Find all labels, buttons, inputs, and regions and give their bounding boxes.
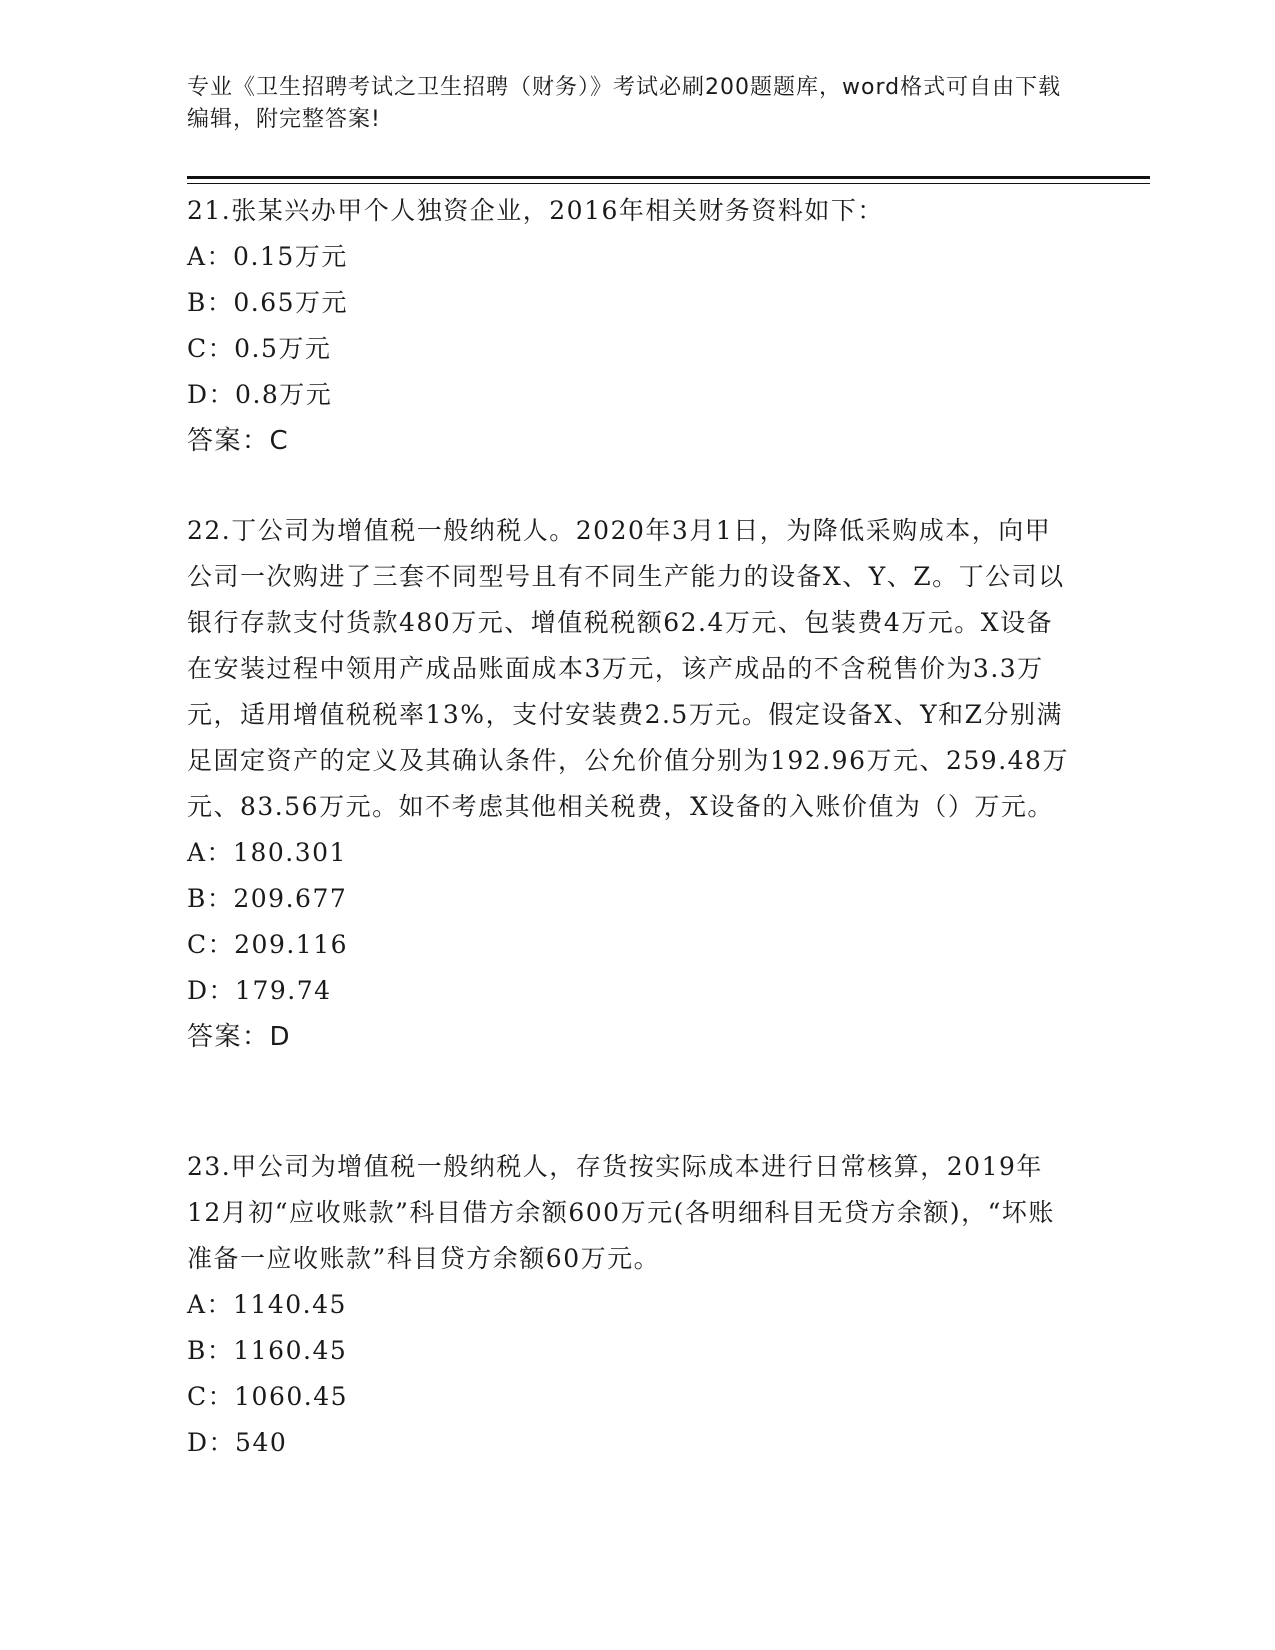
- option-c: C：0.5万元: [187, 334, 332, 363]
- question-stem: 23.甲公司为增值税一般纳税人，存货按实际成本进行日常核算，2019年12月初“应收账款”科目借方余额600万元(各明细科目无贷方余额)，“坏账准备一应收账款”科目贷方余额60万元。: [187, 1152, 1055, 1273]
- option-c: C：209.116: [187, 930, 349, 959]
- question-21: [187, 188, 1077, 464]
- option-b: B：0.65万元: [187, 288, 349, 317]
- option-b: B：1160.45: [187, 1336, 348, 1365]
- option-b: B：209.677: [187, 884, 348, 913]
- option-d: D：540: [187, 1428, 288, 1457]
- header-divider-thin: [187, 183, 1150, 184]
- question-22: [187, 508, 1077, 1060]
- header-divider-thick: [187, 176, 1150, 179]
- document-header: [187, 72, 1067, 136]
- option-d: D：0.8万元: [187, 380, 333, 409]
- option-c: C：1060.45: [187, 1382, 349, 1411]
- answer-label: 答案：C: [187, 426, 290, 456]
- header-title: 专业《卫生招聘考试之卫生招聘（财务）》考试必刷200题题库，word格式可自由下载编辑，附完整答案!: [187, 75, 1062, 132]
- option-d: D：179.74: [187, 976, 332, 1005]
- option-a: A：180.301: [187, 838, 347, 867]
- question-23: [187, 1144, 1077, 1466]
- answer-label: 答案：D: [187, 1022, 292, 1052]
- option-a: A：0.15万元: [187, 242, 348, 271]
- option-a: A：1140.45: [187, 1290, 347, 1319]
- question-stem: 22.丁公司为增值税一般纳税人。2020年3月1日，为降低采购成本，向甲公司一次购进了三套不同型号且有不同生产能力的设备X、Y、Z。丁公司以银行存款支付货款480万元、增值税税额62.4万元、包装费4万元。X设备在安装过程中领用产成品账面成本3万元，该产成品的不含税售价为3.3万元，适用增值税税率13%，支付安装费2.5万元。假定设备X、Y和Z分别满足固定资产的定义及其确认条件，公允价值分别为192.96万元、259.48万元、83.56万元。如不考虑其他相关税费，X设备的入账价值为（）万元。: [187, 516, 1069, 821]
- question-stem: 21.张某兴办甲个人独资企业，2016年相关财务资料如下：: [187, 196, 884, 225]
